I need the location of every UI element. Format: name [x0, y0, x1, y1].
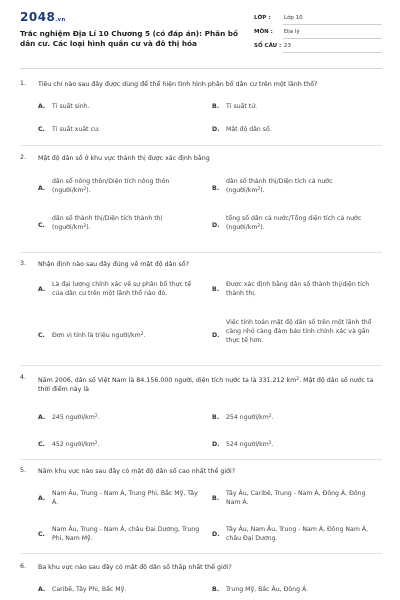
option-text: Được xác định bằng dân số thành thị/diện tích thành thị.	[226, 281, 370, 297]
meta-value: Địa lý	[284, 29, 300, 35]
option-letter: B.	[212, 185, 220, 192]
option-text: Tỉ suất sinh.	[52, 103, 90, 110]
option-text: Đơn vị tính là triệu người/$km^2$.	[52, 332, 146, 339]
question-text: Năm 2006, dân số Việt Nam là 84.156.000 người, diện tích nước ta là 331.212 $km^2$. Mật độ dân số nước ta thời điểm này là	[38, 377, 374, 393]
option-text: Tỉ suất tử.	[226, 103, 258, 110]
divider	[283, 38, 382, 39]
logo-suffix: .vn	[55, 17, 66, 23]
option-text: Mật độ dân số.	[226, 126, 272, 133]
question-text: Tiêu chí nào sau đây được dùng để thể hiện tình hình phân bố dân cư trên một lãnh thổ?	[38, 81, 318, 88]
option-text: Tỉ suất xuất cư.	[52, 126, 100, 133]
meta-value: 23	[284, 43, 291, 49]
option-letter: C.	[38, 531, 45, 538]
meta-row-grade	[254, 13, 382, 27]
divider	[283, 52, 382, 53]
option-text: dân số thành thị/Diện tích cả nước $(người/km^2)$.	[226, 178, 333, 194]
option-letter: D.	[212, 222, 220, 229]
question-text: Năm khu vực nào sau đây có mật độ dân số cao nhất thế giới?	[38, 468, 236, 475]
question-number: 1.	[20, 80, 27, 87]
question-text: Ba khu vực nào sau đây có mật độ dân số thấp nhất thế giới?	[38, 564, 232, 571]
meta-row-subject	[254, 27, 382, 41]
option-letter: A.	[38, 185, 46, 192]
question-text: Mật độ dân số ở khu vực thành thị được xác định bằng	[38, 155, 210, 162]
option-letter: B.	[212, 414, 220, 421]
meta-label: LỚP :	[254, 15, 271, 21]
option-letter: D.	[212, 531, 220, 538]
option-letter: B.	[212, 103, 220, 110]
option-letter: A.	[38, 586, 46, 593]
site-logo[interactable]	[20, 10, 66, 24]
divider	[20, 145, 382, 146]
option-text: tổng số dân cả nước/Tổng diện tích cả nước $(người/km^2)$.	[226, 215, 362, 231]
option-text: 524 người/$km^2$.	[226, 441, 274, 448]
option-letter: A.	[38, 286, 46, 293]
question-number: 5.	[20, 467, 27, 474]
option-text: Caribê, Tây Phi, Bắc Mỹ.	[52, 586, 127, 593]
option-text: Nam Âu, Trung - Nam Á, châu Đại Dương, Trung Phi, Nam Mỹ.	[52, 526, 200, 542]
divider	[20, 365, 382, 366]
option-letter: C.	[38, 126, 45, 133]
option-text: 452 người/$km^2$.	[52, 441, 100, 448]
option-letter: D.	[212, 126, 220, 133]
option-letter: A.	[38, 103, 46, 110]
meta-value: Lớp 10	[284, 15, 303, 21]
document-header	[0, 0, 400, 66]
meta-label: MÔN :	[254, 29, 273, 35]
question-number: 3.	[20, 260, 27, 267]
divider	[283, 24, 382, 25]
question-text: Nhận định nào sau đây đúng về mật độ dân số?	[38, 261, 189, 268]
option-text: Tây Âu, Nam Âu, Trung - Nam Á, Đông Nam Á, châu Đại Dương.	[226, 526, 369, 542]
logo-text: 2048	[20, 10, 56, 24]
option-text: dân số thành thị/Diện tích thành thị $(người/km^2)$.	[52, 215, 163, 231]
divider	[20, 459, 382, 460]
option-text: Tây Âu, Caribê, Trung - Nam Á, Đông Á, Đông Nam Á.	[226, 490, 366, 506]
option-letter: D.	[212, 441, 220, 448]
option-letter: C.	[38, 332, 45, 339]
divider	[20, 553, 382, 554]
option-letter: B.	[212, 495, 220, 502]
option-text: Việc tính toán mật độ dân số trên một lãnh thổ càng nhỏ càng đảm bảo tính chính xác và gần thực tế hơn.	[226, 319, 372, 344]
option-letter: A.	[38, 414, 46, 421]
question-number: 2.	[20, 154, 27, 161]
option-text: 245 người/$km^2$.	[52, 414, 100, 421]
option-text: Là đại lượng chính xác về sự phân bố thực tế của dân cư trên một lãnh thổ nào đó.	[52, 281, 192, 297]
option-letter: C.	[38, 222, 45, 229]
meta-row-count	[254, 41, 382, 55]
option-text: Nam Âu, Trung - Nam Á, Trung Phi, Bắc Mỹ, Tây Á.	[52, 490, 198, 506]
meta-info	[254, 13, 382, 55]
meta-label: SỐ CÂU :	[254, 43, 282, 49]
question-number: 4.	[20, 374, 27, 381]
option-text: dân số nông thôn/Diện tích nông thôn $(người/km^2)$.	[52, 178, 170, 194]
divider	[20, 252, 382, 253]
option-letter: A.	[38, 495, 46, 502]
header-divider	[20, 68, 382, 69]
question-number: 6.	[20, 563, 27, 570]
option-letter: D.	[212, 332, 220, 339]
option-letter: B.	[212, 286, 220, 293]
page-title: Trắc nghiệm Địa Lí 10 Chương 5 (có đáp án): Phân bố dân cư. Các loại hình quần cư và đô thị hóa	[20, 29, 239, 48]
option-letter: C.	[38, 441, 45, 448]
option-text: 254 người/$km^2$.	[226, 414, 274, 421]
option-letter: B.	[212, 586, 220, 593]
option-text: Trung Mỹ, Bắc Âu, Đông Á.	[226, 586, 309, 593]
